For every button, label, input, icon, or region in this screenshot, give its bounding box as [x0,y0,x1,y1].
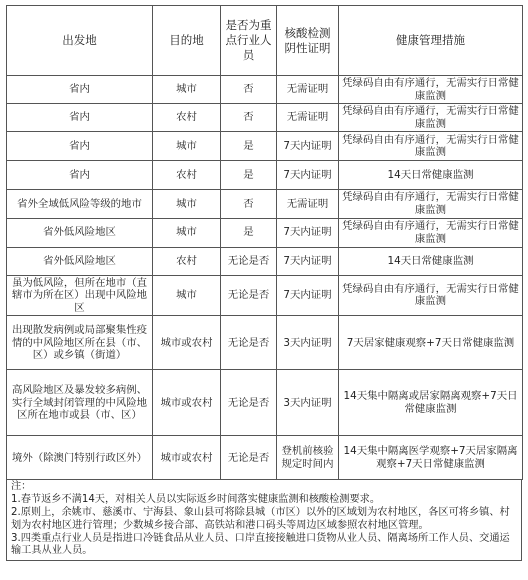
header-health-measures: 健康管理措施 [339,6,523,76]
cell-key-industry: 是 [221,132,277,161]
cell-proof: 3天内证明 [277,316,339,370]
cell-destination: 农村 [153,161,221,190]
note-item: 3.四类重点行业人员是指进口冷链食品从业人员、口岸直接接触进口货物从业人员、隔离场所工作人员、交通运输工具从业人员。 [11,532,510,557]
cell-origin: 省内 [7,161,153,190]
header-destination: 目的地 [153,6,221,76]
header-key-industry: 是否为重点行业人员 [221,6,277,76]
cell-origin: 省外低风险地区 [7,247,153,275]
cell-key-industry: 无论是否 [221,436,277,480]
cell-measures: 凭绿码自由有序通行，无需实行日常健康监测 [339,190,523,218]
cell-key-industry: 否 [221,76,277,104]
cell-origin: 省内 [7,132,153,161]
notes-title: 注： [11,481,32,493]
cell-destination: 城市 [153,275,221,316]
cell-origin: 省外全域低风险等级的地市 [7,190,153,218]
cell-key-industry: 无论是否 [221,370,277,436]
cell-destination: 城市 [153,76,221,104]
cell-key-industry: 是 [221,218,277,247]
cell-proof: 7天内证明 [277,247,339,275]
cell-key-industry: 无论是否 [221,275,277,316]
table-row [7,161,523,190]
cell-measures: 凭绿码自由有序通行，无需实行日常健康监测 [339,104,523,132]
cell-proof: 7天内证明 [277,218,339,247]
note-item: 2.原则上，余姚市、慈溪市、宁海县、象山县可将除县城（市区）以外的区域划为农村地区，各区可将乡镇、村划为农村地区进行管理；少数城乡接合部、高铁站和港口码头等周边区域参照农村地区管理。 [11,506,510,531]
cell-destination: 城市 [153,218,221,247]
cell-proof: 7天内证明 [277,275,339,316]
cell-key-industry: 否 [221,104,277,132]
cell-key-industry: 无论是否 [221,247,277,275]
cell-measures: 14天日常健康监测 [339,161,523,190]
cell-origin: 虽为低风险，但所在地市（直辖市为所在区）出现中风险地区 [7,275,153,316]
header-nucleic-proof: 核酸检测阴性证明 [277,6,339,76]
cell-measures: 凭绿码自由有序通行，无需实行日常健康监测 [339,275,523,316]
cell-proof: 无需证明 [277,76,339,104]
cell-origin: 省内 [7,104,153,132]
policy-sheet [6,5,522,561]
cell-destination: 城市或农村 [153,370,221,436]
policy-table [6,5,523,480]
cell-measures: 7天居家健康观察+7天日常健康监测 [339,316,523,370]
cell-origin: 出现散发病例或局部聚集性疫情的中风险地区所在县（市、区）或乡镇（街道） [7,316,153,370]
cell-destination: 城市或农村 [153,436,221,480]
cell-origin: 高风险地区及暴发较多病例、实行全域封闭管理的中风险地区所在地市或县（市、区） [7,370,153,436]
table-row [7,132,523,161]
cell-proof: 3天内证明 [277,370,339,436]
table-row [7,247,523,275]
cell-proof: 7天内证明 [277,132,339,161]
cell-origin: 省外低风险地区 [7,218,153,247]
table-row [7,436,523,480]
header-origin: 出发地 [7,6,153,76]
cell-measures: 凭绿码自由有序通行，无需实行日常健康监测 [339,218,523,247]
cell-measures: 凭绿码自由有序通行，无需实行日常健康监测 [339,76,523,104]
cell-measures: 14天集中隔离医学观察+7天居家隔离观察+7天日常健康监测 [339,436,523,480]
cell-destination: 城市或农村 [153,316,221,370]
cell-origin: 境外（除澳门特别行政区外） [7,436,153,480]
table-row [7,104,523,132]
cell-destination: 城市 [153,190,221,218]
cell-proof: 无需证明 [277,190,339,218]
cell-key-industry: 是 [221,161,277,190]
cell-proof: 登机前核验规定时间内 [277,436,339,480]
cell-measures: 14天日常健康监测 [339,247,523,275]
cell-proof: 7天内证明 [277,161,339,190]
cell-destination: 农村 [153,247,221,275]
table-row [7,218,523,247]
table-row [7,316,523,370]
cell-origin: 省内 [7,76,153,104]
cell-key-industry: 无论是否 [221,316,277,370]
table-row [7,370,523,436]
table-row [7,190,523,218]
cell-destination: 城市 [153,132,221,161]
table-row [7,275,523,316]
table-row [7,76,523,104]
note-item: 1.春节返乡不满14天，对相关人员以实际返乡时间落实健康监测和核酸检测要求。 [11,494,381,506]
cell-destination: 农村 [153,104,221,132]
cell-key-industry: 否 [221,190,277,218]
cell-measures: 凭绿码自由有序通行，无需实行日常健康监测 [339,132,523,161]
cell-proof: 无需证明 [277,104,339,132]
cell-measures: 14天集中隔离或居家隔离观察+7天日常健康监测 [339,370,523,436]
header-row [7,6,523,76]
notes-section [6,480,522,561]
